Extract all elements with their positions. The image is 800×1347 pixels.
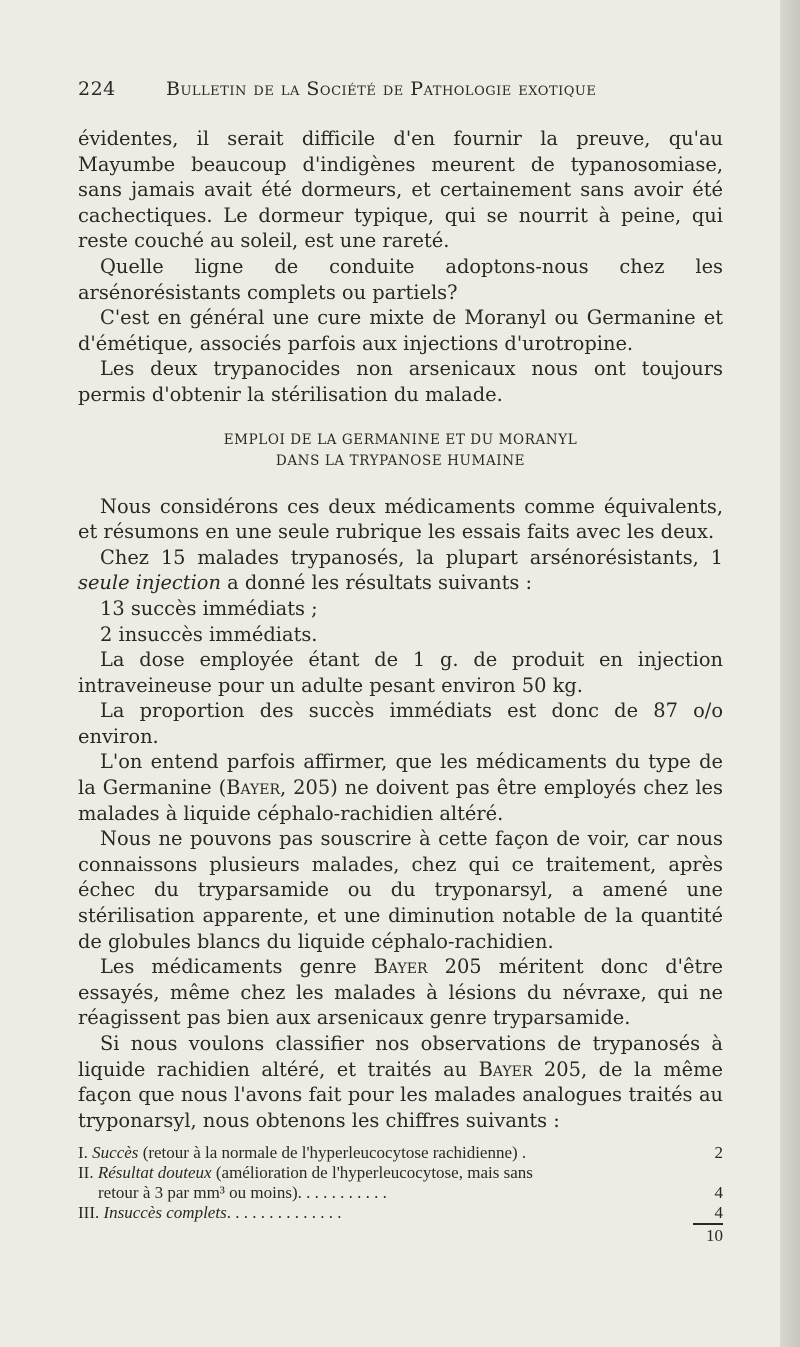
table-row <box>78 1183 723 1203</box>
row-description: (amélioration de l'hyperleucocytose, mais sans <box>215 1163 533 1183</box>
paragraph: évidentes, il serait difficile d'en fournir la preuve, qu'au Mayumbe beaucoup d'indigènes meurent de typanosomiase, sans jamais avait été dormeurs, et certainement sans avoir été cachectiques. Le dormeur typique, qui se nourrit à peine, qui reste couché au soleil, est une rareté. <box>78 127 723 253</box>
paragraph <box>78 1031 723 1133</box>
section-heading <box>78 430 723 472</box>
paragraph <box>78 749 723 826</box>
row-value: 2 <box>714 1143 723 1163</box>
text-run: 205 méritent donc d'être essayés, même chez les malades à lésions du névraxe, qui ne réagissent pas bien aux arsenicaux genre tryparsamide. <box>78 955 723 1030</box>
paragraph: La proportion des succès immédiats est donc de 87 o/o environ. <box>78 699 723 748</box>
list-item: 2 insuccès immédiats. <box>100 622 318 646</box>
list-item: 13 succès immédiats ; <box>100 596 318 620</box>
page-number: 224 <box>78 78 116 100</box>
table-row <box>78 1203 723 1223</box>
small-caps-name: Bayer <box>226 776 280 800</box>
row-category: Insuccès complets <box>103 1203 227 1223</box>
text-run: L'on entend parfois affirmer, que les médicaments du type de la Germanine ( <box>78 750 723 800</box>
text-run: 1 <box>710 545 724 569</box>
journal-title: Bulletin de la Société de Pathologie exotique <box>166 78 597 100</box>
table-row <box>78 1143 723 1163</box>
table-row <box>78 1163 723 1183</box>
paragraph: Les deux trypanocides non arsenicaux nous ont toujours permis d'obtenir la stérilisation du malade. <box>78 357 723 406</box>
emphasis: seule injection <box>78 571 221 595</box>
row-label <box>78 1203 341 1223</box>
row-description-continued: retour à 3 par mm³ ou moins). . . . . . . . . . . <box>98 1183 387 1203</box>
small-caps-name: Bayer <box>478 1057 533 1081</box>
row-category: Résultat douteux <box>97 1163 212 1183</box>
row-number: I. <box>78 1143 88 1163</box>
small-caps-name: Bayer <box>373 955 428 979</box>
row-number: II. <box>78 1163 94 1183</box>
paragraph: Nous ne pouvons pas souscrire à cette façon de voir, car nous connaissons plusieurs malades, chez qui ce traitement, après échec du tryparsamide ou du tryponarsyl, a amené une stérilisation apparente, et une diminution notable de la quantité de globules blancs du liquide céphalo-rachidien. <box>78 827 723 953</box>
row-value: 4 <box>714 1203 723 1223</box>
running-head <box>78 78 728 100</box>
text-run: Si nous voulons classifier nos observations de trypanosés à liquide rachidien altéré, et traités au <box>78 1032 723 1081</box>
section-heading-line: DANS LA TRYPANOSE HUMAINE <box>275 452 526 469</box>
total-value: 10 <box>693 1223 723 1246</box>
paragraph <box>78 545 723 596</box>
row-label <box>78 1163 533 1183</box>
row-description: (retour à la normale de l'hyperleucocytose rachidienne) . <box>142 1143 527 1163</box>
body-text <box>78 126 723 1246</box>
row-number: III. <box>78 1203 100 1223</box>
paragraph: La dose employée étant de 1 g. de produit en injection intraveineuse pour un adulte pesant environ 50 kg. <box>78 648 723 697</box>
table-total <box>78 1223 723 1246</box>
text-run: Les médicaments genre <box>100 955 374 979</box>
paragraph: C'est en général une cure mixte de Moranyl ou Germanine et d'émétique, associés parfois aux injections d'urotropine. <box>78 306 723 355</box>
row-category: Succès <box>92 1143 139 1163</box>
row-description: . . . . . . . . . . . . . . <box>226 1203 342 1223</box>
page-edge <box>780 0 800 1347</box>
paragraph <box>78 954 723 1031</box>
text-run: 205, de la même façon que nous l'avons fait pour les malades analogues traités au tryponarsyl, nous obtenons les chiffres suivants : <box>78 1057 723 1132</box>
text-run: Chez 15 malades trypanosés, la plupart arsénorésistants, <box>100 545 699 569</box>
paragraph: Nous considérons ces deux médicaments comme équivalents, et résumons en une seule rubrique les essais faits avec les deux. <box>78 494 723 544</box>
row-value: 4 <box>714 1183 723 1203</box>
section-heading-line: EMPLOI DE LA GERMANINE ET DU MORANYL <box>223 431 578 448</box>
text-run: a donné les résultats suivants : <box>227 571 533 595</box>
text-run: , 205) ne doivent pas être employés chez les malades à liquide céphalo-rachidien altéré. <box>78 776 723 825</box>
row-value <box>693 1163 723 1183</box>
paragraph: Quelle ligne de conduite adoptons-nous chez les arsénorésistants complets ou partiels? <box>78 254 723 304</box>
row-label <box>78 1143 526 1163</box>
results-table <box>78 1143 723 1246</box>
